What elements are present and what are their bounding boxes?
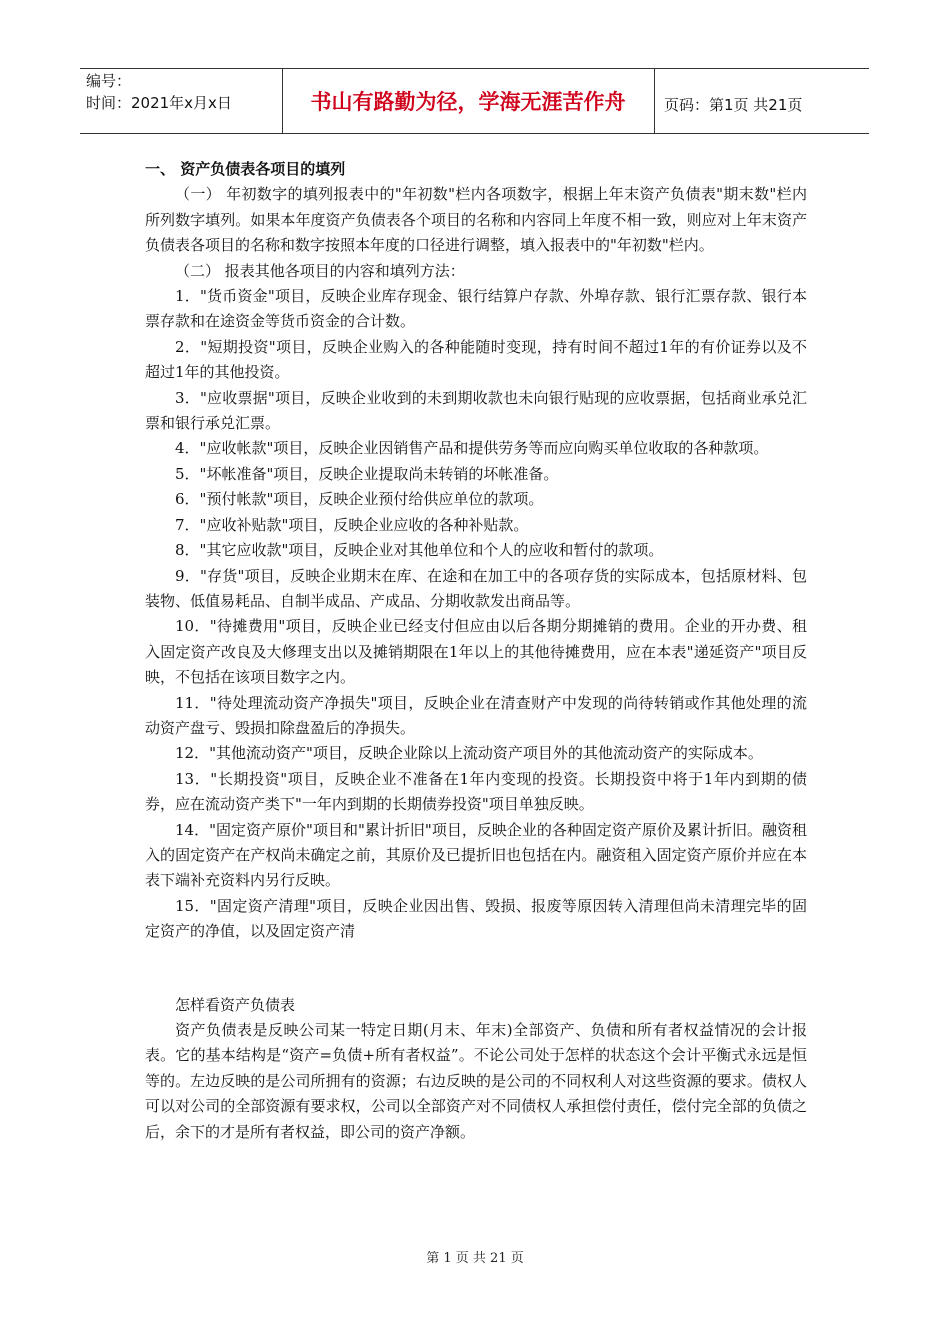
list-item: 3．"应收票据"项目，反映企业收到的未到期收款也未向银行贴现的应收票据，包括商业承兑汇票和银行承兑汇票。 xyxy=(145,388,807,433)
list-item: 9．"存货"项目，反映企业期末在库、在途和在加工中的各项存货的实际成本，包括原材料、包装物、低值易耗品、自制半成品、产成品、分期收款发出商品等。 xyxy=(145,566,807,610)
header-top-rule xyxy=(80,68,869,69)
list-item: 6．"预付帐款"项目，反映企业预付给供应单位的款项。 xyxy=(175,490,544,509)
spacer xyxy=(145,945,807,993)
section-title: 一、 资产负债表各项目的填列 xyxy=(145,160,346,178)
header-page-info: 页码：第1页 共21页 xyxy=(664,96,803,114)
header-motto: 书山有路勤为径，学海无涯苦作舟 xyxy=(310,90,626,114)
doc-time-label: 时间：2021年x月x日 xyxy=(86,94,232,112)
list-item: 4．"应收帐款"项目，反映企业因销售产品和提供劳务等而应向购买单位收取的各种款项。 xyxy=(175,439,769,458)
list-item: 11．"待处理流动资产净损失"项目，反映企业在清查财产中发现的尚待转销或作其他处理的流动资产盘亏、毁损扣除盘盈后的净损失。 xyxy=(145,693,807,737)
page-footer: 第 1 页 共 21 页 xyxy=(426,1251,524,1266)
paragraph-opening-figures: （一） 年初数字的填列报表中的"年初数"栏内各项数字，根据上年末资产负债表"期末数"栏内所列数字填列。如果本年度资产负债表各个项目的名称和内容同上年度不相一致，则应对上年末资产负债表各项目的名称和数字按照本年度的口径进行调整，填入报表中的"年初数"栏内。 xyxy=(145,185,807,255)
article-body: 资产负债表是反映公司某一特定日期(月末、年末)全部资产、负债和所有者权益情况的会计报表。它的基本结构是“资产=负债+所有者权益”。不论公司处于怎样的状态这个会计平衡式永远是恒等的。左边反映的是公司所拥有的资源；右边反映的是公司的不同权利人对这些资源的要求。债权人可以对公司的全部资源有要求权，公司以全部资产对不同债权人承担偿付责任，偿付完全部的负债之后，余下的才是所有者权益，即公司的资产净额。 xyxy=(145,1021,807,1141)
doc-number-label: 编号： xyxy=(86,72,132,90)
list-item: 15．"固定资产清理"项目，反映企业因出售、毁损、报废等原因转入清理但尚未清理完毕的固定资产的净值，以及固定资产清 xyxy=(145,896,807,941)
list-item: 13．"长期投资"项目，反映企业不准备在1年内变现的投资。长期投资中将于1年内到期的债券，应在流动资产类下"一年内到期的长期债券投资"项目单独反映。 xyxy=(145,769,807,814)
list-item: 2．"短期投资"项目，反映企业购入的各种能随时变现，持有时间不超过1年的有价证券以及不超过1年的其他投资。 xyxy=(145,337,807,382)
header-divider-right xyxy=(654,68,655,133)
document-body xyxy=(145,157,807,1145)
list-item: 7．"应收补贴款"项目，反映企业应收的各种补贴款。 xyxy=(175,515,529,534)
list-item: 10．"待摊费用"项目，反映企业已经支付但应由以后各期分期摊销的费用。企业的开办费、租入固定资产改良及大修理支出以及摊销期限在1年以上的其他待摊费用，应在本表"递延资产"项目反映，不包括在该项目数字之内。 xyxy=(145,617,807,687)
list-item: 1．"货币资金"项目，反映企业库存现金、银行结算户存款、外埠存款、银行汇票存款、银行本票存款和在途资金等货币资金的合计数。 xyxy=(145,287,807,331)
paragraph-other-items: （二） 报表其他各项目的内容和填列方法： xyxy=(175,261,465,280)
list-item: 5．"坏帐准备"项目，反映企业提取尚未转销的坏帐准备。 xyxy=(175,464,559,483)
list-item: 8．"其它应收款"项目，反映企业对其他单位和个人的应收和暂付的款项。 xyxy=(175,541,664,560)
article-title: 怎样看资产负债表 xyxy=(175,995,296,1014)
list-item: 12．"其他流动资产"项目，反映企业除以上流动资产项目外的其他流动资产的实际成本。 xyxy=(175,744,763,763)
header-bottom-rule xyxy=(80,133,869,134)
list-item: 14．"固定资产原价"项目和"累计折旧"项目，反映企业的各种固定资产原价及累计折旧。融资租入的固定资产在产权尚未确定之前，其原价及已提折旧也包括在内。融资租入固定资产原价并应在本表下端补充资料内另行反映。 xyxy=(145,820,807,890)
